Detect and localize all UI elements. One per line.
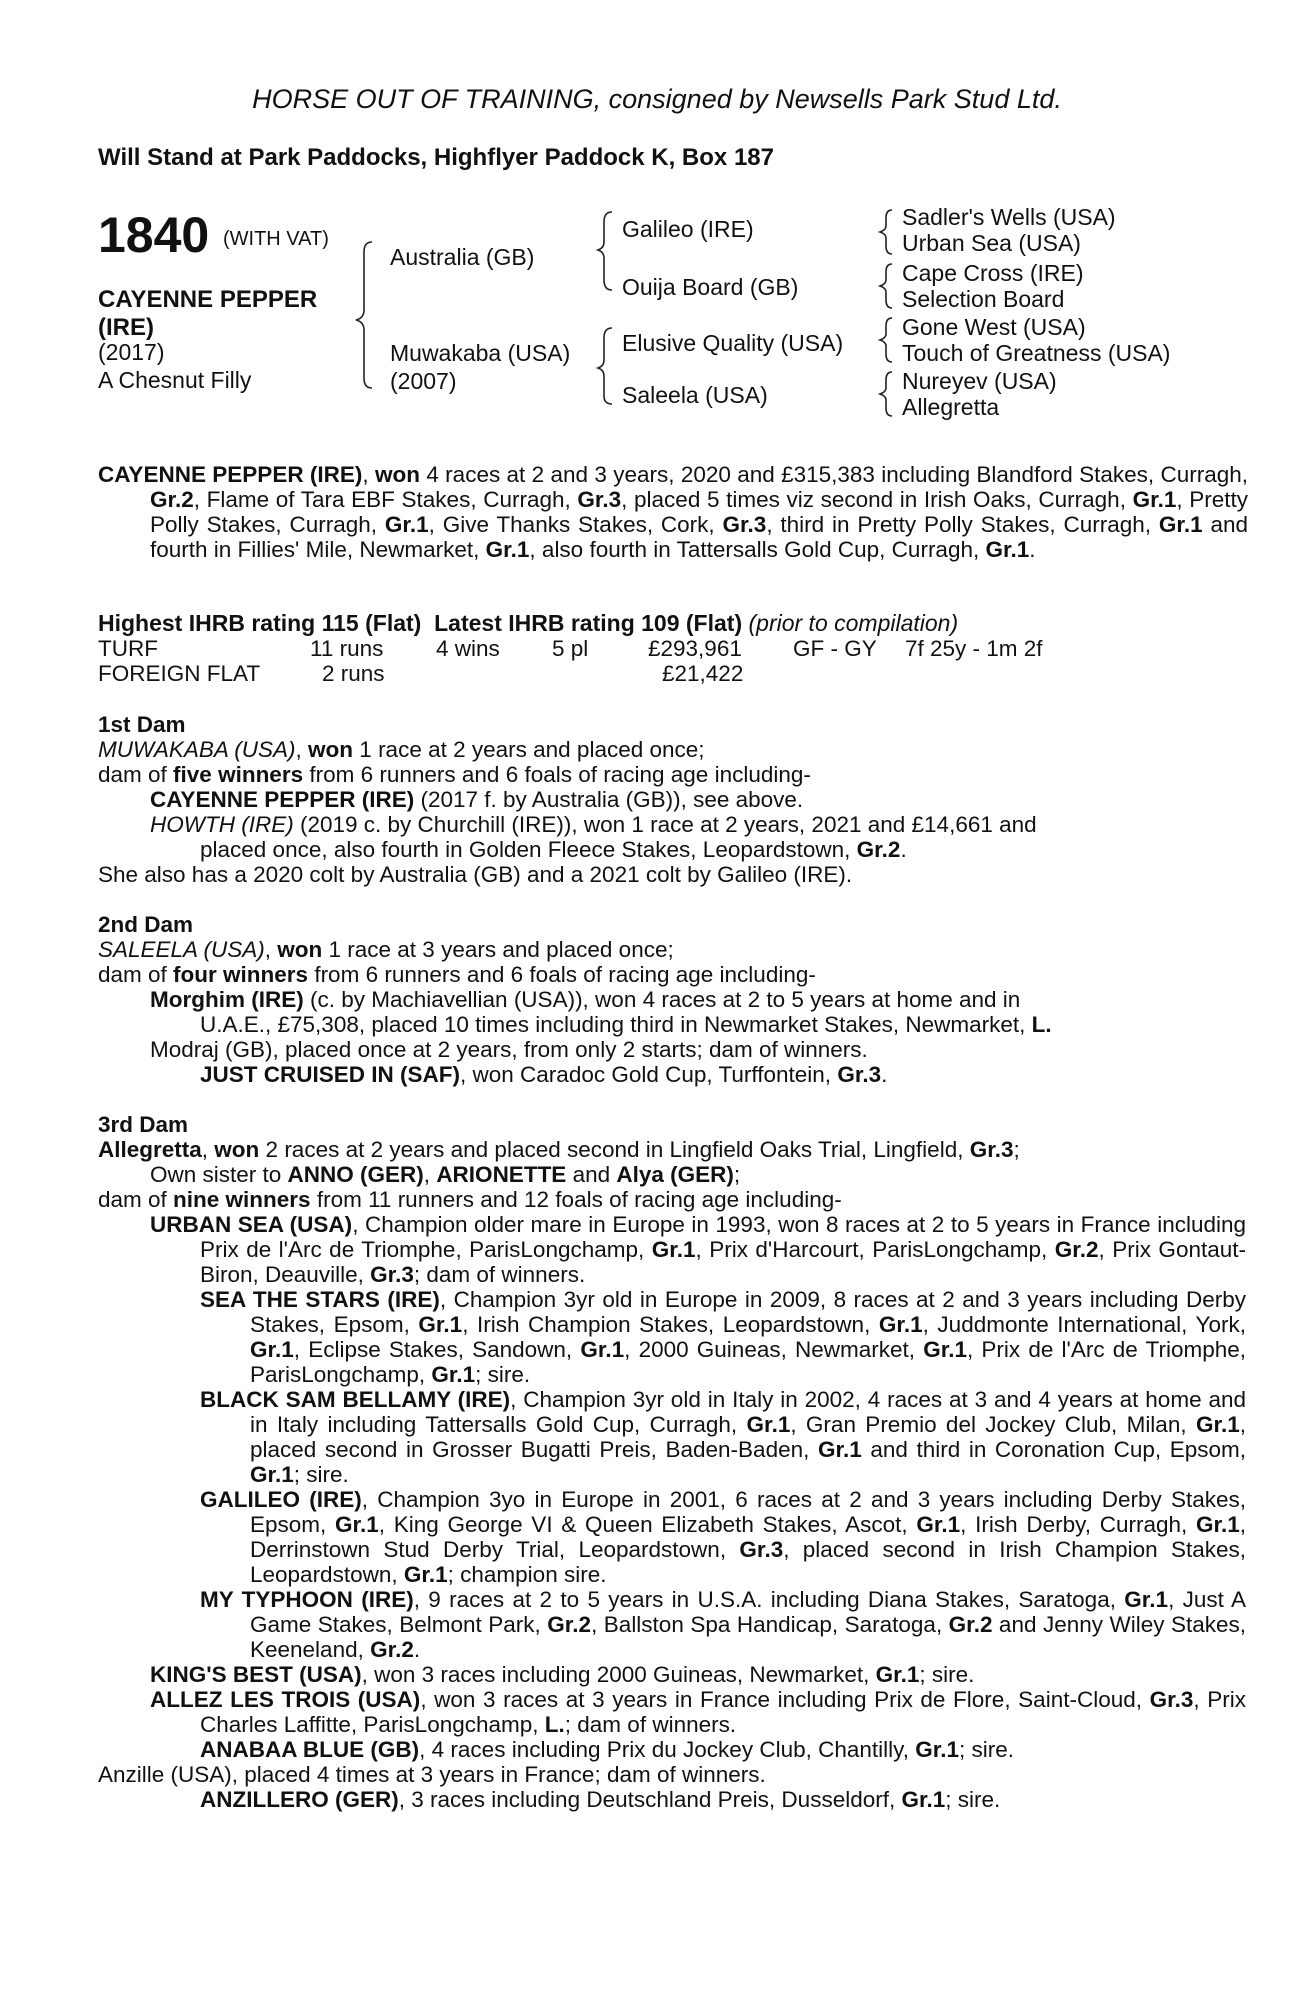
text: , Derrinstown Stud Derby Trial, Leopardstown,: [250, 1512, 1247, 1562]
summary-text: .: [1029, 537, 1036, 562]
won: won: [277, 937, 323, 962]
lot-number: 1840: [98, 207, 210, 263]
progeny-name: MY TYPHOON (IRE): [200, 1587, 414, 1612]
grade: Gr.1: [1124, 1587, 1169, 1612]
text: , Champion 3yr old in Italy in 2002, 4 races at 3 and 4 years at home and in Italy including Tattersalls Gold Cup, Curragh,: [250, 1387, 1246, 1437]
progeny-name: SEA THE STARS (IRE): [200, 1287, 440, 1312]
grade: Gr.1: [250, 1337, 294, 1362]
vat-note: (WITH VAT): [223, 228, 329, 250]
turf-distance: 7f 25y - 1m 2f: [905, 636, 1043, 661]
dam1-line: [200, 837, 907, 862]
text: ,: [201, 1137, 215, 1162]
turf-wins: 4 wins: [436, 636, 500, 661]
text: ,: [264, 937, 278, 962]
text: , Just A Game Stakes, Belmont Park,: [250, 1587, 1246, 1637]
pedigree-ddd: Allegretta: [902, 394, 1000, 420]
grade: Gr.1: [1195, 1412, 1240, 1437]
text: ; sire.: [293, 1462, 349, 1487]
winner-count: nine winners: [173, 1187, 311, 1212]
turf-label: TURF: [98, 636, 158, 661]
progeny-anabaa-blue: [200, 1737, 1014, 1762]
text: , 2000 Guineas, Newmarket,: [624, 1337, 924, 1362]
grade: Gr.3: [1149, 1687, 1194, 1712]
ratings-line: [98, 610, 958, 637]
grade: Gr.1: [335, 1512, 379, 1537]
turf-placed: 5 pl: [552, 636, 589, 661]
latest-rating: Latest IHRB rating 109 (Flat): [434, 610, 743, 636]
horse-description: A Chesnut Filly: [98, 367, 252, 393]
turf-going: GF - GY: [793, 636, 877, 661]
progeny-name: ALLEZ LES TROIS (USA): [150, 1687, 421, 1712]
text: ,: [295, 737, 309, 762]
text: ,: [423, 1162, 437, 1187]
race-summary: CAYENNE PEPPER (IRE), won 4 races at 2 and 3 years, 2020 and £315,383 including Blandford Stakes, Curragh, Gr.2, Flame of Tara EBF Stakes, Curragh, Gr.3, placed 5 times viz second in Irish Oaks, Curragh, Gr.1, Pretty Polly Stakes, Curragh, Gr.1, Give Thanks Stakes, Cork, Gr.3, third in Pretty Polly Stakes, Curragh, Gr.1 and fourth in Fillies' Mile, Newmarket, Gr.1, also fourth in Tattersalls Gold Cup, Curragh, Gr.1.: [98, 462, 1248, 562]
text: ; dam of winners.: [564, 1712, 737, 1737]
text: ; champion sire.: [447, 1562, 607, 1587]
pedigree-sire-sire: Galileo (IRE): [622, 216, 754, 242]
text: , Ballston Spa Handicap, Saratoga,: [591, 1612, 949, 1637]
text: ; dam of winners.: [413, 1262, 586, 1287]
text: (2017 f. by Australia (GB)), see above.: [414, 787, 804, 812]
grade: Gr.2: [948, 1612, 993, 1637]
won: won: [214, 1137, 260, 1162]
text: and: [566, 1162, 617, 1187]
progeny-name: BLACK SAM BELLAMY (IRE): [200, 1387, 511, 1412]
text: placed once, also fourth in Golden Fleece Stakes, Leopardstown,: [200, 837, 857, 862]
pedigree-dam-dam: Saleela (USA): [622, 382, 768, 408]
text: from 6 runners and 6 foals of racing age including-: [308, 962, 816, 987]
turf-runs: 11 runs: [310, 636, 384, 661]
grade: Gr.1: [916, 1512, 961, 1537]
summary-text: , Pretty Polly Stakes, Curragh,: [150, 487, 1248, 537]
text: , Irish Champion Stakes, Leopardstown,: [462, 1312, 879, 1337]
grade: Gr.2: [1054, 1237, 1099, 1262]
horse-name-line2: (IRE): [98, 314, 154, 341]
text: , won 3 races at 3 years in France including Prix de Flore, Saint-Cloud,: [420, 1687, 1150, 1712]
grade: Gr.1: [418, 1312, 463, 1337]
grade: Gr.1: [1195, 1512, 1240, 1537]
grade: Gr.1: [875, 1662, 920, 1687]
text: from 6 runners and 6 foals of racing age including-: [303, 762, 811, 787]
grade: Gr.1: [901, 1787, 946, 1812]
turf-earnings: £293,961: [648, 636, 742, 661]
progeny-name: JUST CRUISED IN (SAF): [200, 1062, 461, 1087]
grade: Gr.3: [739, 1537, 784, 1562]
dam2-line: [200, 1062, 887, 1087]
summary-text: , third in Pretty Polly Stakes, Curragh,: [766, 512, 1159, 537]
dam2-line: [98, 937, 674, 962]
progeny-urban-sea: [150, 1212, 1246, 1287]
foreign-runs: 2 runs: [322, 661, 385, 686]
dam-name: MUWAKABA (USA): [98, 737, 296, 762]
text: , Juddmonte International, York,: [922, 1312, 1246, 1337]
progeny-anzille: Anzille (USA), placed 4 times at 3 years in France; dam of winners.: [98, 1762, 766, 1787]
progeny-my-typhoon: [200, 1587, 1246, 1662]
grade: Gr.1: [817, 1437, 862, 1462]
grade: Gr.1: [985, 537, 1030, 562]
pedigree-dsd: Touch of Greatness (USA): [902, 340, 1171, 366]
dam1-line: [150, 812, 1037, 837]
dam-name: SALEELA (USA): [98, 937, 265, 962]
pedigree-sds: Cape Cross (IRE): [902, 260, 1084, 286]
progeny-name: URBAN SEA (USA): [150, 1212, 353, 1237]
progeny-name: HOWTH (IRE): [150, 812, 294, 837]
text: , Champion 3yo in Europe in 2001, 6 races at 2 and 3 years including Derby Stakes, Epsom,: [250, 1487, 1246, 1537]
grade: Gr.2: [150, 487, 194, 512]
progeny-sea-the-stars: [200, 1287, 1246, 1387]
horse-name-line1: CAYENNE PEPPER: [98, 286, 318, 313]
text: 1 race at 2 years and placed once;: [353, 737, 705, 762]
grade: Gr.1: [1158, 512, 1203, 537]
grade: Gr.1: [923, 1337, 967, 1362]
text: ;: [1013, 1137, 1020, 1162]
dam2-line: [98, 962, 816, 987]
text: ; sire.: [919, 1662, 975, 1687]
grade: Gr.1: [403, 1562, 448, 1587]
summary-text: and fourth in Fillies' Mile, Newmarket,: [150, 512, 1248, 562]
text: (c. by Machiavellian (USA)), won 4 races at 2 to 5 years at home and in: [303, 987, 1021, 1012]
text: dam of: [98, 762, 174, 787]
progeny-name: ANABAA BLUE (GB): [200, 1737, 420, 1762]
text: , Prix d'Harcourt, ParisLongchamp,: [695, 1237, 1055, 1262]
text: and third in Coronation Cup, Epsom,: [861, 1437, 1246, 1462]
text: ; sire.: [959, 1737, 1015, 1762]
text: dam of: [98, 1187, 174, 1212]
grade: Gr.2: [856, 837, 901, 862]
dam2-heading: 2nd Dam: [98, 912, 194, 937]
text: .: [413, 1637, 421, 1662]
dam1-line: [98, 737, 705, 762]
grade: Gr.1: [1132, 487, 1177, 512]
dam2-line: [150, 987, 1020, 1012]
text: , Champion 3yr old in Europe in 2009, 8 races at 2 and 3 years including Derby Stakes, Epsom,: [250, 1287, 1246, 1337]
text: U.A.E., £75,308, placed 10 times including third in Newmarket Stakes, Newmarket,: [200, 1012, 1032, 1037]
dam1-line: She also has a 2020 colt by Australia (GB) and a 2021 colt by Galileo (IRE).: [98, 862, 853, 887]
summary-text: , Give Thanks Stakes, Cork,: [428, 512, 723, 537]
pedigree-dds: Nureyev (USA): [902, 368, 1057, 394]
pedigree-sdd: Selection Board: [902, 286, 1065, 312]
text: ; sire.: [945, 1787, 1001, 1812]
text: , placed second in Irish Champion Stakes, Leopardstown,: [250, 1537, 1246, 1587]
progeny-name: Morghim (IRE): [150, 987, 304, 1012]
text: , Prix Gontaut-Biron, Deauville,: [200, 1237, 1246, 1287]
grade: L.: [544, 1712, 565, 1737]
text: 2 races at 2 years and placed second in Lingfield Oaks Trial, Lingfield,: [259, 1137, 970, 1162]
text: dam of: [98, 962, 174, 987]
grade: Gr.1: [915, 1737, 959, 1762]
grade: Gr.3: [722, 512, 767, 537]
won: won: [308, 737, 354, 762]
horse-year: (2017): [98, 339, 165, 365]
text: from 11 runners and 12 foals of racing age including-: [310, 1187, 842, 1212]
dam2-line: Modraj (GB), placed once at 2 years, from only 2 starts; dam of winners.: [150, 1037, 868, 1062]
foreign-label: FOREIGN FLAT: [98, 661, 261, 686]
grade: Gr.1: [384, 512, 429, 537]
text: .: [900, 837, 907, 862]
summary-horse-name: CAYENNE PEPPER (IRE): [98, 462, 363, 487]
grade: Gr.1: [580, 1337, 625, 1362]
dam1-line: [150, 787, 803, 812]
sibling-name: ARIONETTE: [436, 1162, 567, 1187]
dam3-line: [98, 1137, 1020, 1162]
grade: Gr.3: [577, 487, 622, 512]
summary-text: , also fourth in Tattersalls Gold Cup, Curragh,: [529, 537, 986, 562]
text: , Prix de l'Arc de Triomphe, ParisLongchamp,: [250, 1337, 1246, 1387]
grade: Gr.1: [746, 1412, 791, 1437]
text: , 3 races including Deutschland Preis, Dusseldorf,: [398, 1787, 902, 1812]
dam3-heading: 3rd Dam: [98, 1112, 189, 1137]
dam1-line: [98, 762, 811, 787]
sibling-name: ANNO (GER): [287, 1162, 424, 1187]
progeny-name: GALILEO (IRE): [200, 1487, 362, 1512]
pedigree-sire: Australia (GB): [390, 244, 535, 270]
text: , Champion older mare in Europe in 1993, won 8 races at 2 to 5 years in France including Prix de l'Arc de Triomphe, ParisLongchamp,: [200, 1212, 1247, 1262]
grade: Gr.2: [547, 1612, 592, 1637]
progeny-anzillero: [200, 1787, 1000, 1812]
dam3-line: [98, 1187, 842, 1212]
grade: Gr.1: [485, 537, 530, 562]
text: , 4 races including Prix du Jockey Club, Chantilly,: [419, 1737, 916, 1762]
grade: Gr.1: [651, 1237, 696, 1262]
sibling-name: Alya (GER): [616, 1162, 734, 1187]
dam2-line: [200, 1012, 1052, 1037]
text: , won Caradoc Gold Cup, Turffontein,: [460, 1062, 838, 1087]
grade: Gr.2: [370, 1637, 414, 1662]
summary-text: , Flame of Tara EBF Stakes, Curragh,: [193, 487, 578, 512]
grade: Gr.3: [370, 1262, 414, 1287]
summary-text: , placed 5 times viz second in Irish Oaks, Curragh,: [621, 487, 1133, 512]
text: ;: [733, 1162, 741, 1187]
pedigree-dam-sire: Elusive Quality (USA): [622, 330, 844, 356]
stand-location: Will Stand at Park Paddocks, Highflyer Paddock K, Box 187: [98, 144, 774, 171]
text: , won 3 races including 2000 Guineas, Newmarket,: [361, 1662, 876, 1687]
dam-name: Allegretta: [98, 1137, 202, 1162]
grade: Gr.3: [969, 1137, 1014, 1162]
progeny-name: CAYENNE PEPPER (IRE): [150, 787, 415, 812]
pedigree-sire-dam: Ouija Board (GB): [622, 274, 799, 300]
progeny-name: ANZILLERO (GER): [200, 1787, 399, 1812]
catalogue-header: HORSE OUT OF TRAINING, consigned by Newsells Park Stud Ltd.: [252, 84, 1062, 114]
dam1-heading: 1st Dam: [98, 712, 186, 737]
winner-count: five winners: [173, 762, 304, 787]
pedigree-dss: Gone West (USA): [902, 314, 1086, 340]
dam3-line: [150, 1162, 740, 1187]
text: , Gran Premio del Jockey Club, Milan,: [790, 1412, 1196, 1437]
progeny-black-sam-bellamy: [200, 1387, 1246, 1487]
pedigree-ssd: Urban Sea (USA): [902, 230, 1081, 256]
grade: Gr.1: [431, 1362, 476, 1387]
text: , Prix Charles Laffitte, ParisLongchamp,: [200, 1687, 1246, 1737]
progeny-name: KING'S BEST (USA): [150, 1662, 362, 1687]
progeny-galileo: [200, 1487, 1246, 1587]
progeny-kings-best: [150, 1662, 974, 1687]
text: , 9 races at 2 to 5 years in U.S.A. including Diana Stakes, Saratoga,: [413, 1587, 1125, 1612]
grade: Gr.1: [878, 1312, 923, 1337]
grade: Gr.3: [837, 1062, 882, 1087]
text: and Jenny Wiley Stakes, Keeneland,: [250, 1612, 1246, 1662]
grade: L.: [1031, 1012, 1052, 1037]
progeny-allez-les-trois: [150, 1687, 1246, 1737]
text: , Irish Derby, Curragh,: [960, 1512, 1196, 1537]
pedigree-sss: Sadler's Wells (USA): [902, 204, 1116, 230]
grade: Gr.1: [250, 1462, 294, 1487]
text: , King George VI & Queen Elizabeth Stakes, Ascot,: [378, 1512, 917, 1537]
text: .: [881, 1062, 888, 1087]
highest-rating: Highest IHRB rating 115 (Flat): [98, 610, 422, 636]
winner-count: four winners: [173, 962, 309, 987]
text: (2019 c. by Churchill (IRE)), won 1 race at 2 years, 2021 and £14,661 and: [293, 812, 1037, 837]
text: 1 race at 3 years and placed once;: [322, 937, 674, 962]
summary-won: won: [375, 462, 420, 487]
text: , placed second in Grosser Bugatti Preis, Baden-Baden,: [250, 1412, 1246, 1462]
text: ; sire.: [475, 1362, 531, 1387]
text: , Eclipse Stakes, Sandown,: [293, 1337, 581, 1362]
text: Own sister to: [150, 1162, 288, 1187]
pedigree-dam-year: (2007): [390, 368, 457, 394]
pedigree-dam: Muwakaba (USA): [390, 340, 571, 366]
rating-note: (prior to compilation): [748, 610, 959, 636]
foreign-earnings: £21,422: [662, 661, 744, 686]
summary-text: 4 races at 2 and 3 years, 2020 and £315,383 including Blandford Stakes, Curragh,: [420, 462, 1248, 487]
